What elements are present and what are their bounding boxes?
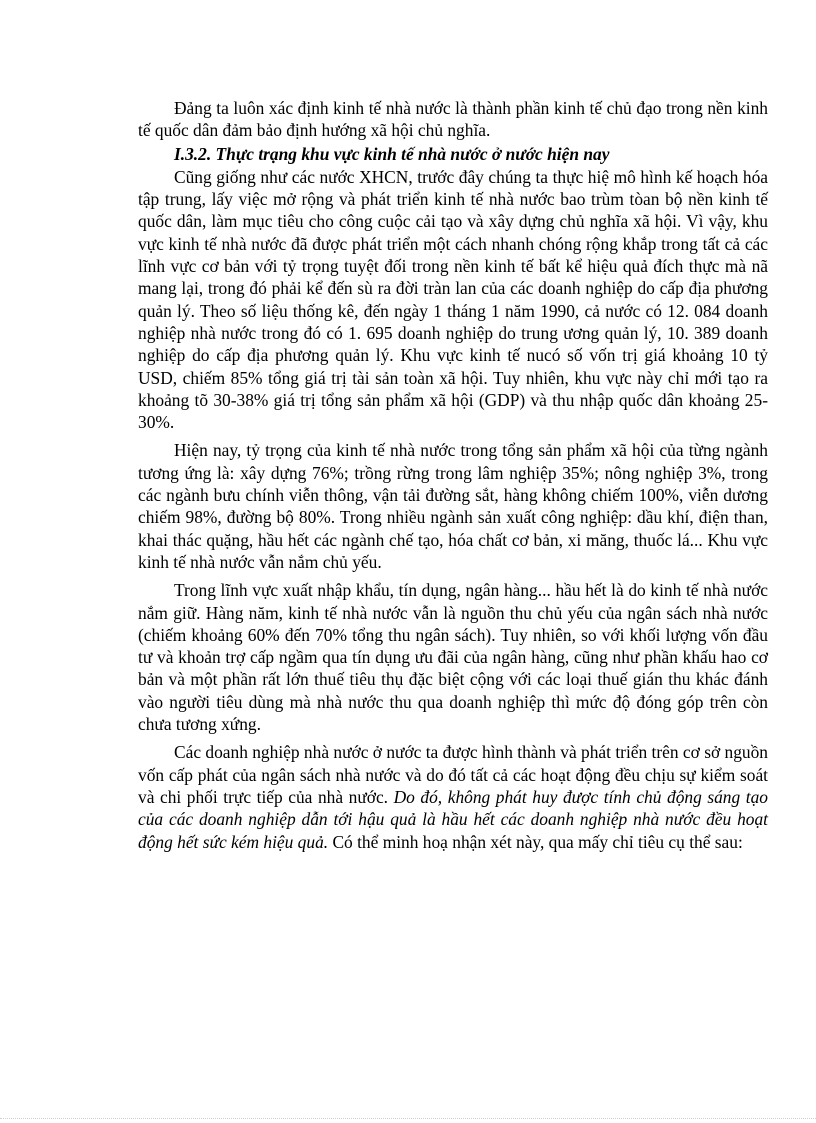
paragraph-efficiency-italic: Do đó, không phát huy được tính chủ động sáng tạo của các doanh nghiệp dẫn tới hậu quả là hầu hết các doanh nghiệp nhà nước đều hoạt động hết sức kém hiệu quả. [138,786,768,852]
paragraph-intro: Đảng ta luôn xác định kinh tế nhà nước là thành phần kinh tế chủ đạo trong nền kinh tế quốc dân đảm bảo định hướng xã hội chủ nghĩa. [138,98,768,141]
page-bottom-divider [0,1118,816,1119]
paragraph-history: Cũng giống như các nước XHCN, trước đây chúng ta thực hiệ mô hình kế hoạch hóa tập trung, lấy việc mở rộng và phát triển kinh tế nhà nước bao trùm tòan bộ nền kinh tế quốc dân, làm mục tiêu cho công cuộc cải tạo và xây dựng chủ nghĩa xã hội. Vì vậy, khu vực kinh tế nhà nước đã được phát triển một cách nhanh chóng rộng khắp trong tất cả các lĩnh vực cơ bản với tỷ trọng tuyệt đối trong nền kinh tế bất kể hiệu quả đích thực mà nã mang lại, trong đó phải kể đến sù ra đời tràn lan của các doanh nghiệp do cấp địa phương quản lý. Theo số liệu thống kê, đến ngày 1 tháng 1 năm 1990, cả nước có 12. 084 doanh nghiệp nhà nước trong đó có 1. 695 doanh nghiệp do trung ương quản lý, 10. 389 doanh nghiệp do cấp địa phương quản lý. Khu vực kinh tế nucó số vốn trị giá khoảng 10 tỷ USD, chiếm 85% tổng giá trị tài sản toàn xã hội. Tuy nhiên, khu vực này chỉ mới tạo ra khoảng tõ 30-38% giá trị tổng sản phẩm xã hội (GDP) và thu nhập quốc dân khoảng 25-30%. [138,166,768,433]
paragraph-efficiency-end: Có thể minh hoạ nhận xét này, qua mấy chỉ tiêu cụ thể sau: [328,831,743,852]
section-heading: I.3.2. Thực trạng khu vực kinh tế nhà nước ở nước hiện nay [174,143,610,164]
paragraph-sector-share: Hiện nay, tỷ trọng của kinh tế nhà nước trong tổng sản phẩm xã hội của từng ngành tương ứng là: xây dựng 76%; trồng rừng trong lâm nghiệp 35%; nông nghiệp 3%, trong các ngành bưu chính viễn thông, vận tải đường sắt, hàng không chiếm 100%, viễn dương chiếm 98%, đường bộ 80%. Trong nhiều ngành sản xuất công nghiệp: dầu khí, điện than, khai thác quặng, hầu hết các ngành chế tạo, hóa chất cơ bản, xi măng, thuốc lá... Khu vực kinh tế nhà nước vẫn nắm chủ yếu. [138,440,768,572]
document-page [138,97,768,859]
paragraph-finance: Trong lĩnh vực xuất nhập khẩu, tín dụng, ngân hàng... hầu hết là do kinh tế nhà nước nắm giữ. Hàng năm, kinh tế nhà nước vẫn là nguồn thu chủ yếu của ngân sách nhà nước (chiếm khoảng 60% đến 70% tổng thu ngân sách). Tuy nhiên, so với khối lượng vốn đầu tư và khoản trợ cấp ngầm qua tín dụng ưu đãi của ngân hàng, cũng như phần khấu hao cơ bản và một phần rất lớn thuế tiêu thụ đặc biệt cộng với các loại thuế gián thu khác đánh vào người tiêu dùng mà nhà nước thu qua doanh nghiệp thì mức độ đóng góp trên còn chưa tương xứng. [138,580,768,735]
paragraph-efficiency [138,741,768,852]
paragraph-efficiency-start: Các doanh nghiệp nhà nước ở nước ta được hình thành và phát triển trên cơ sở nguồn vốn cấp phát của ngân sách nhà nước và do đó tất cả các hoạt động đều chịu sự kiểm soát và chi phối trực tiếp của nhà nước. [138,742,768,807]
